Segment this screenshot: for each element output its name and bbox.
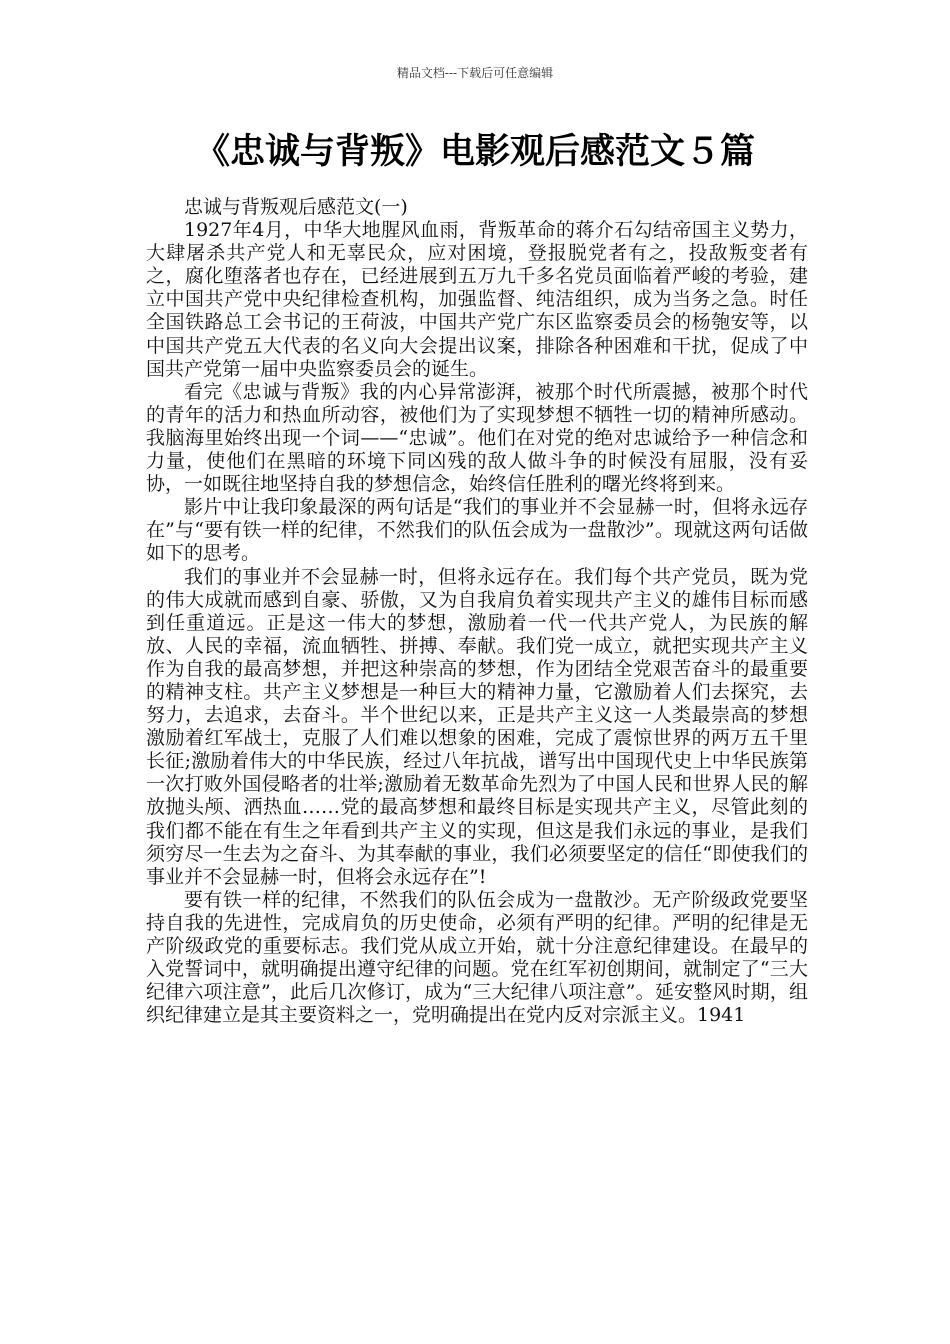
section-heading: 忠诚与背叛观后感范文(一) [184, 196, 408, 218]
paragraph-1: 1927年4月，中华大地腥风血雨，背叛革命的蒋介石勾结帝国主义势力，大肆屠杀共产党人和无辜民众，应对困境，登报脱党者有之，投敌叛变者有之，腐化堕落者也存在，已经进展到五万九千多名党员面临着严峻的考验，建立中国共产党中央纪律检查机构，加强监督、纯洁组织，成为当务之急。时任全国铁路总工会书记的王荷波，中国共产党广东区监察委员会的杨匏安等，以中国共产党五大代表的名义向大会提出议案，排除各种困难和干扰，促成了中国共产党第一届中央监察委员会的诞生。 [146, 219, 808, 380]
paragraph-2: 看完《忠诚与背叛》我的内心异常澎湃，被那个时代所震撼，被那个时代的青年的活力和热血所动容，被他们为了实现梦想不牺牲一切的精神所感动。我脑海里始终出现一个词——“忠诚”。他们在对党的绝对忠诚给予一种信念和力量，使他们在黑暗的环境下同凶残的敌人做斗争的时候没有屈服，没有妥协，一如既往地坚持自我的梦想信念，始终信任胜利的曙光终将到来。 [146, 380, 808, 496]
paragraph-5: 要有铁一样的纪律，不然我们的队伍会成为一盘散沙。无产阶级政党要坚持自我的先进性，完成肩负的历史使命，必须有严明的纪律。严明的纪律是无产阶级政党的重要标志。我们党从成立开始，就十分注意纪律建设。在最早的入党誓词中，就明确提出遵守纪律的问题。党在红军初创期间，就制定了“三大纪律六项注意”，此后几次修订，成为“三大纪律八项注意”。延安整风时期，组织纪律建立是其主要资料之一，党明确提出在党内反对宗派主义。1941 [146, 888, 808, 1027]
paragraph-3: 影片中让我印象最深的两句话是“我们的事业并不会显赫一时，但将永远存在”与“要有铁一样的纪律，不然我们的队伍会成为一盘散沙”。现就这两句话做如下的思考。 [146, 496, 808, 565]
page-title: 《忠诚与背叛》电影观后感范文５篇 [194, 132, 755, 172]
header-note: 精品文档---下载后可任意编辑 [396, 66, 554, 80]
document-body [146, 196, 808, 1027]
paragraph-4: 我们的事业并不会显赫一时，但将永远存在。我们每个共产党员，既为党的伟大成就而感到自豪、骄傲，又为自我肩负着实现共产主义的雄伟目标而感到任重道远。正是这一伟大的梦想，激励着一代一代共产党人，为民族的解放、人民的幸福，流血牺牲、拼搏、奉献。我们党一成立，就把实现共产主义作为自我的最高梦想，并把这种崇高的梦想，作为团结全党艰苦奋斗的最重要的精神支柱。共产主义梦想是一种巨大的精神力量，它激励着人们去探究，去努力，去追求，去奋斗。半个世纪以来，正是共产主义这一人类最崇高的梦想激励着红军战士，克服了人们难以想象的困难，完成了震惊世界的两万五千里长征;激励着伟大的中华民族，经过八年抗战，谱写出中国现代史上中华民族第一次打败外国侵略者的壮举;激励着无数革命先烈为了中国人民和世界人民的解放抛头颅、洒热血……党的最高梦想和最终目标是实现共产主义，尽管此刻的我们都不能在有生之年看到共产主义的实现，但这是我们永远的事业，是我们须穷尽一生去为之奋斗、为其奉献的事业，我们必须要坚定的信任“即使我们的事业并不会显赫一时，但将会永远存在”! [146, 565, 808, 888]
